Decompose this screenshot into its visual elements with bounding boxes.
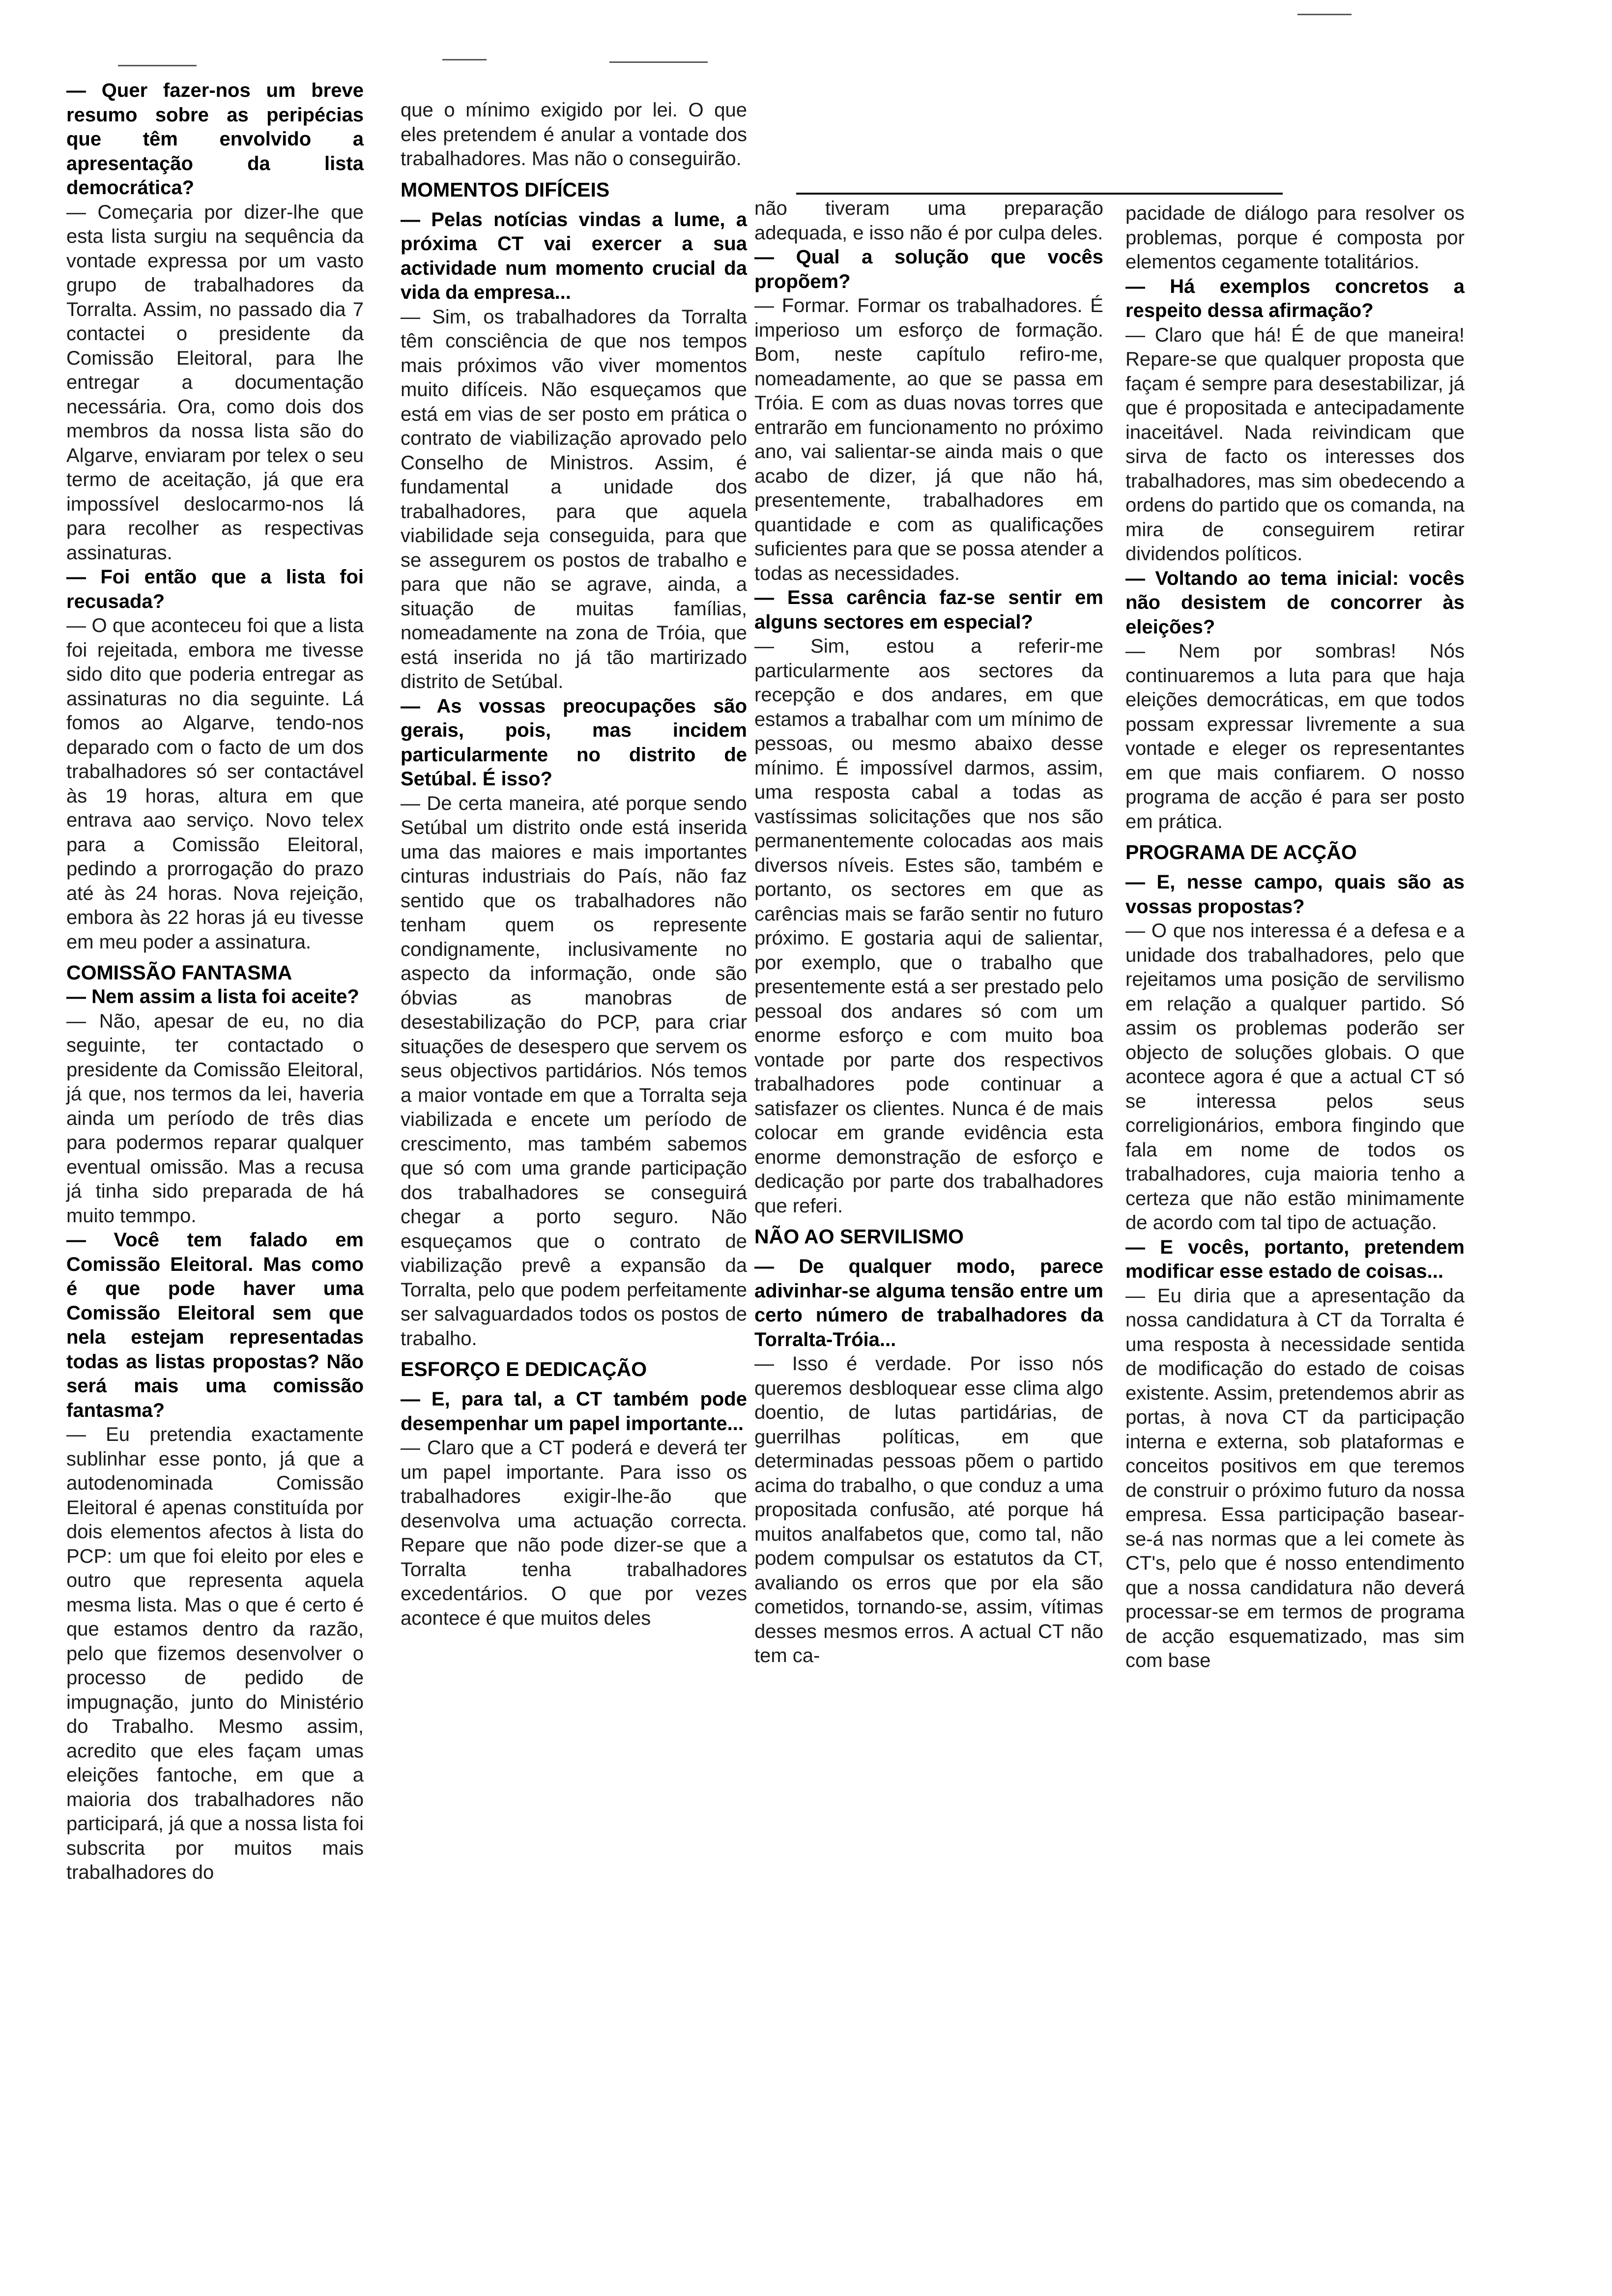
scan-speck [442,59,487,60]
article-column-1 [66,79,364,1885]
question: — E, para tal, a CT também pode desempenhar um papel importante... [401,1388,747,1435]
question: — Quer fazer-nos um breve resumo sobre as peripécias que têm envolvido a apresentação da lista democrática? [66,80,364,199]
answer: — Formar. Formar os trabalhadores. É imperioso um esforço de formação. Bom, neste capítulo refiro-me, nomeadamente, ao que se passa em Tróia. E com as duas novas torres que entrarão em funcionamento no próximo ano, vai salientar-se ainda mais o que acabo de dizer, já que não há, presentemente, trabalhadores em quantidade e com as qualificações suficientes para que se possa atender a todas as necessidades. [754,295,1103,584]
section-heading: NÃO AO SERVILISMO [754,1225,964,1248]
section-heading: COMISSÃO FANTASMA [66,961,292,984]
article-column-3 [754,197,1103,1668]
question: — De qualquer modo, parece adivinhar-se alguma tensão entre um certo número de trabalhadores da Torralta-Tróia... [754,1256,1103,1350]
question: — Há exemplos concretos a respeito dessa afirmação? [1125,275,1465,321]
scan-speck [118,65,197,66]
article-column-2 [401,98,747,1631]
scan-speck [1297,14,1352,15]
answer: — Eu diria que a apresentação da nossa candidatura à CT da Torralta é uma resposta à necessidade sentida de modificação do estado de coisas existente. Assim, pretendemos abrir as portas, à nova CT da participação interna e externa, sob plataformas e conceitos positivos em que teremos de construir o próximo futuro da nossa empresa. Essa participação basear-se-á nas normas que a lei comete às CT's, pelo que é nosso entendimento que a nossa candidatura não deverá processar-se em termos de programa de acção esquematizado, mas sim com base [1125,1285,1465,1671]
column-separator-rule [796,193,1283,195]
question: — As vossas preocupações são gerais, pois, mas incidem particularmente no distrito de Setúbal. É isso? [401,695,747,790]
section-heading: PROGRAMA DE ACÇÃO [1125,841,1357,863]
question: — E vocês, portanto, pretendem modificar esse estado de coisas... [1125,1236,1465,1282]
question: — E, nesse campo, quais são as vossas propostas? [1125,871,1465,918]
answer: — Isso é verdade. Por isso nós queremos desbloquear esse clima algo doentio, de lutas partidárias, de guerrilhas políticas, em que determinadas pessoas põem o partido acima do trabalho, o que conduz a uma propositada confusão, até porque há muitos analfabetos que, como tal, não podem compulsar os estatutos da CT, avaliando os erros que por ela são cometidos, tornando-se, assim, vítimas desses mesmos erros. A actual CT não tem ca- [754,1353,1103,1666]
answer: — Sim, estou a referir-me particularmente aos sectores da recepção e dos andares, em que estamos a trabalhar com um mínimo de pessoas, ou mesmo abaixo desse mínimo. É impossível darmos, assim, uma resposta cabal a todas as vastíssimas solicitações que nos são permanentemente colocadas aos mais diversos níveis. Estes são, também e portanto, os sectores em que as carências mais se farão sentir no futuro próximo. E gostaria aqui de salientar, por exemplo, que o trabalho que presentemente está a ser prestado pelo pessoal dos andares só com um enorme esforço e com muito boa vontade por parte dos respectivos trabalhadores pode continuar a satisfazer os clientes. Nunca é de mais colocar em grande evidência esta enorme demonstração de esforço e dedicação por parte dos trabalhadores que referi. [754,635,1103,1217]
scan-speck [609,61,708,63]
section-heading: MOMENTOS DIFÍCEIS [401,178,610,201]
question: — Pelas notícias vindas a lume, a próxima CT vai exercer a sua actividade num momento crucial da vida da empresa... [401,208,747,303]
answer: — Sim, os trabalhadores da Torralta têm consciência de que nos tempos mais próximos vão viver momentos muito difíceis. Não esqueçamos que está em vias de ser posto em prática o contrato de viabilização aprovado pelo Conselho de Ministros. Assim, é fundamental a unidade dos trabalhadores, para que aquela viabilidade seja conseguida, para que se assegurem os postos de trabalho e para que não se agrave, ainda, a situação de muitas famílias, nomeadamente na zona de Tróia, que está inserida no já tão martirizado distrito de Setúbal. [401,306,747,692]
answer: — Começaria por dizer-lhe que esta lista surgiu na sequência da vontade expressa por um vasto grupo de trabalhadores da Torralta. Assim, no passado dia 7 contactei o presidente da Comissão Eleitoral, para lhe entregar a documentação necessária. Ora, como dois dos membros da nossa lista são do Algarve, enviaram por telex o seu termo de aceitação, já que era impossível deslocarmo-nos lá para recolher as respectivas assinaturas. [66,201,364,564]
question: — Essa carência faz-se sentir em alguns sectores em especial? [754,587,1103,633]
question: — Você tem falado em Comissão Eleitoral. Mas como é que pode haver uma Comissão Eleitoral sem que nela estejam representadas todas as listas propostas? Não será mais uma comissão fantasma? [66,1229,364,1421]
answer: não tiveram uma preparação adequada, e isso não é por culpa deles. [754,198,1103,244]
answer: — Claro que há! É de que maneira! Repare-se que qualquer proposta que façam é sempre para desestabilizar, já que é propositada e antecipadamente inaceitável. Nada reivindicam que sirva de facto os interesses dos trabalhadores, mas sim obedecendo a ordens do partido que os comanda, na mira de conseguirem retirar dividendos políticos. [1125,324,1465,565]
question: — Qual a solução que vocês propõem? [754,246,1103,292]
answer: — Eu pretendia exactamente sublinhar esse ponto, já que a autodenominada Comissão Eleitoral é apenas constituída por dois elementos afectos à lista do PCP: um que foi eleito por eles e outro que representa aquela mesma lista. Mas o que é certo é que estamos dentro da razão, pelo que fizemos desenvolver o processo de pedido de impugnação, junto do Ministério do Trabalho. Mesmo assim, acredito que eles façam umas eleições fantoche, em que a maioria dos trabalhadores não participará, já que a nossa lista foi subscrita por muitos mais trabalhadores do [66,1424,364,1883]
question: — Nem assim a lista foi aceite? [66,986,359,1007]
question: — Foi então que a lista foi recusada? [66,566,364,612]
answer: — O que aconteceu foi que a lista foi rejeitada, embora me tivesse sido dito que poderia entregar as assinaturas no dia seguinte. Lá fomos ao Algarve, tendo-nos deparado com o facto de um dos trabalhadores só ser contactável às 19 horas, altura em que entrava aao serviço. Novo telex para a Comissão Eleitoral, pedindo a prorrogação do prazo até às 24 horas. Nova rejeição, embora às 22 horas já eu tivesse em meu poder a assinatura. [66,615,364,953]
section-heading: ESFORÇO E DEDICAÇÃO [401,1358,647,1380]
answer: que o mínimo exigido por lei. O que eles pretendem é anular a vontade dos trabalhadores. Mas não o conseguirão. [401,99,747,170]
answer: — Nem por sombras! Nós continuaremos a luta para que haja eleições democráticas, em que todos possam expressar livremente a sua vontade e eleger os representantes em que mais confiarem. O nosso programa de acção é para ser posto em prática. [1125,640,1465,832]
answer: — Claro que a CT poderá e deverá ter um papel importante. Para isso os trabalhadores exigir-lhe-ão que desenvolva uma actuação correcta. Repare que não pode dizer-se que a Torralta tenha trabalhadores excedentários. O que por vezes acontece é que muitos deles [401,1437,747,1629]
answer: — Não, apesar de eu, no dia seguinte, ter contactado o presidente da Comissão Eleitoral, já que, nos termos da lei, haveria ainda um período de três dias para podermos reparar qualquer eventual omissão. Mas a recusa já tinha sido preparada de há muito temmpo. [66,1010,364,1227]
article-column-4 [1125,201,1465,1673]
answer: — O que nos interessa é a defesa e a unidade dos trabalhadores, pelo que rejeitamos uma posição de servilismo em relação a qualquer partido. Só assim os problemas poderão ser objecto de soluções globais. O que acontece agora é que a actual CT só se interessa pelos seus correligionários, embora fingindo que fala em nome de todos os trabalhadores, cuja maioria tenho a certeza que não estão minimamente de acordo com tal tipo de actuação. [1125,920,1465,1234]
question: — Voltando ao tema inicial: vocês não desistem de concorrer às eleições? [1125,567,1465,638]
answer: — De certa maneira, até porque sendo Setúbal um distrito onde está inserida uma das maiores e mais importantes cinturas industriais do País, não faz sentido que os trabalhadores não tenham quem os represente condignamente, inclusivamente no aspecto da informação, onde são óbvias as manobras de desestabilização do PCP, para criar situações de desespero que servem os seus objectivos partidários. Nós temos a maior vontade em que a Torralta seja viabilizada e encete um período de crescimento, mas também sabemos que só com uma grande participação dos trabalhadores se conseguirá chegar a porto seguro. Não esqueçamos que o contrato de viabilização prevê a expansão da Torralta, pelo que podem perfeitamente ser salvaguardados todos os postos de trabalho. [401,792,747,1349]
answer: pacidade de diálogo para resolver os problemas, porque é composta por elementos cegamente totalitários. [1125,202,1465,273]
